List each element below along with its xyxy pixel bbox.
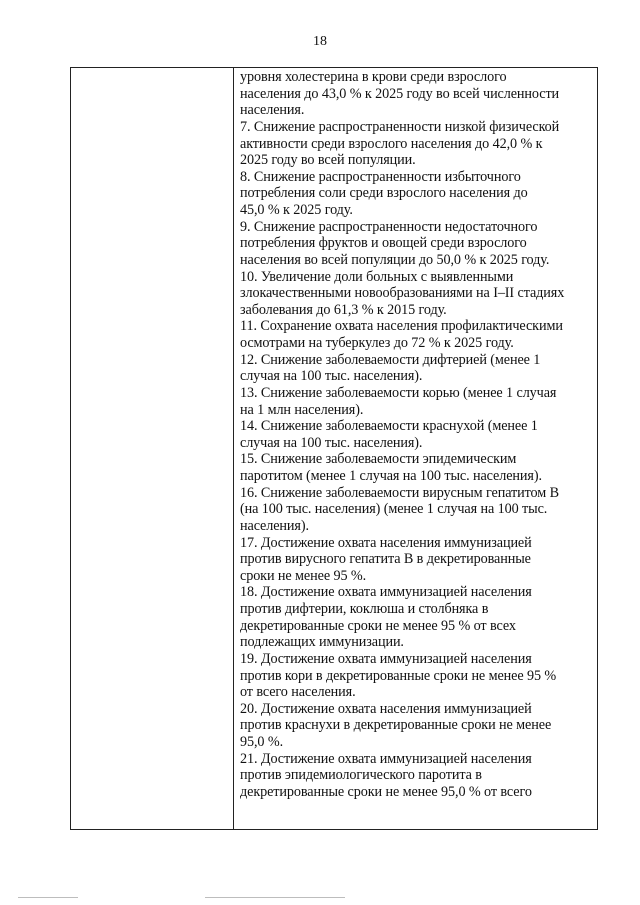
text-line: злокачественными новообразованиями на I–II стадиях bbox=[240, 285, 565, 302]
text-line: 45,0 % к 2025 году. bbox=[240, 202, 353, 218]
text-line: декретированные сроки не менее 95 % от всех bbox=[240, 617, 516, 634]
text-line: против кори в декретированные сроки не менее 95 % bbox=[240, 667, 557, 684]
text-line: от всего населения. bbox=[240, 684, 356, 701]
text-line: (на 100 тыс. населения) (менее 1 случая на 100 тыс. bbox=[240, 501, 548, 518]
text-line: 7. Снижение распространенности низкой физической bbox=[240, 118, 560, 135]
text-line: потребления соли среди взрослого населения до bbox=[240, 185, 528, 202]
text-line: 9. Снижение распространенности недостаточного bbox=[240, 218, 538, 235]
text-line: случая на 100 тыс. населения). bbox=[240, 368, 423, 385]
text-line: 15. Снижение заболеваемости эпидемическим bbox=[240, 451, 517, 468]
table-right-cell bbox=[234, 68, 597, 829]
text-line: против дифтерии, коклюша и столбняка в bbox=[240, 601, 489, 617]
text-line: сроки не менее 95 %. bbox=[240, 567, 367, 584]
text-line: против эпидемиологического паротита в bbox=[240, 767, 482, 784]
scan-artifact-right bbox=[205, 897, 345, 898]
text-line: 21. Достижение охвата иммунизацией населения bbox=[240, 750, 532, 767]
text-line: осмотрами на туберкулез до 72 % к 2025 году. bbox=[240, 335, 514, 351]
text-line: 95,0 %. bbox=[240, 734, 284, 750]
text-line: 10. Увеличение доли больных с выявленными bbox=[240, 268, 514, 285]
table-left-cell bbox=[71, 68, 234, 829]
text-line: случая на 100 тыс. населения). bbox=[240, 434, 423, 451]
text-line: 8. Снижение распространенности избыточного bbox=[240, 168, 521, 185]
text-line: населения. bbox=[240, 102, 305, 119]
targets-table bbox=[70, 67, 598, 830]
text-line: населения до 43,0 % к 2025 году во всей численности bbox=[240, 85, 560, 102]
text-line: населения). bbox=[240, 517, 309, 534]
text-line: паротитом (менее 1 случая на 100 тыс. населения). bbox=[240, 468, 542, 484]
text-line: 14. Снижение заболеваемости краснухой (менее 1 bbox=[240, 418, 538, 435]
text-line: заболевания до 61,3 % к 2015 году. bbox=[240, 301, 447, 318]
text-line: подлежащих иммунизации. bbox=[240, 634, 404, 651]
text-line: 12. Снижение заболеваемости дифтерией (менее 1 bbox=[240, 351, 541, 368]
text-line: уровня холестерина в крови среди взрослого bbox=[240, 69, 507, 85]
text-line: 19. Достижение охвата иммунизацией населения bbox=[240, 650, 532, 667]
text-line: 2025 году во всей популяции. bbox=[240, 152, 416, 169]
text-line: декретированные сроки не менее 95,0 % от всего bbox=[240, 783, 532, 800]
text-line: 18. Достижение охвата иммунизацией населения bbox=[240, 584, 532, 601]
text-line: потребления фруктов и овощей среди взрослого bbox=[240, 235, 527, 252]
page-number: 18 bbox=[313, 34, 327, 49]
text-line: 13. Снижение заболеваемости корью (менее 1 случая bbox=[240, 384, 557, 401]
text-line: населения во всей популяции до 50,0 % к 2025 году. bbox=[240, 251, 550, 268]
text-line: 16. Снижение заболеваемости вирусным гепатитом В bbox=[240, 484, 559, 501]
text-line: 11. Сохранение охвата населения профилактическими bbox=[240, 318, 563, 335]
text-line: против вирусного гепатита В в декретированные bbox=[240, 551, 531, 568]
scan-artifact-left bbox=[18, 897, 78, 898]
text-line: на 1 млн населения). bbox=[240, 401, 364, 418]
text-line: 17. Достижение охвата населения иммунизацией bbox=[240, 534, 532, 551]
text-line: активности среди взрослого населения до 42,0 % к bbox=[240, 135, 543, 152]
text-line: 20. Достижение охвата населения иммунизацией bbox=[240, 700, 532, 717]
text-line: против краснухи в декретированные сроки не менее bbox=[240, 717, 552, 734]
